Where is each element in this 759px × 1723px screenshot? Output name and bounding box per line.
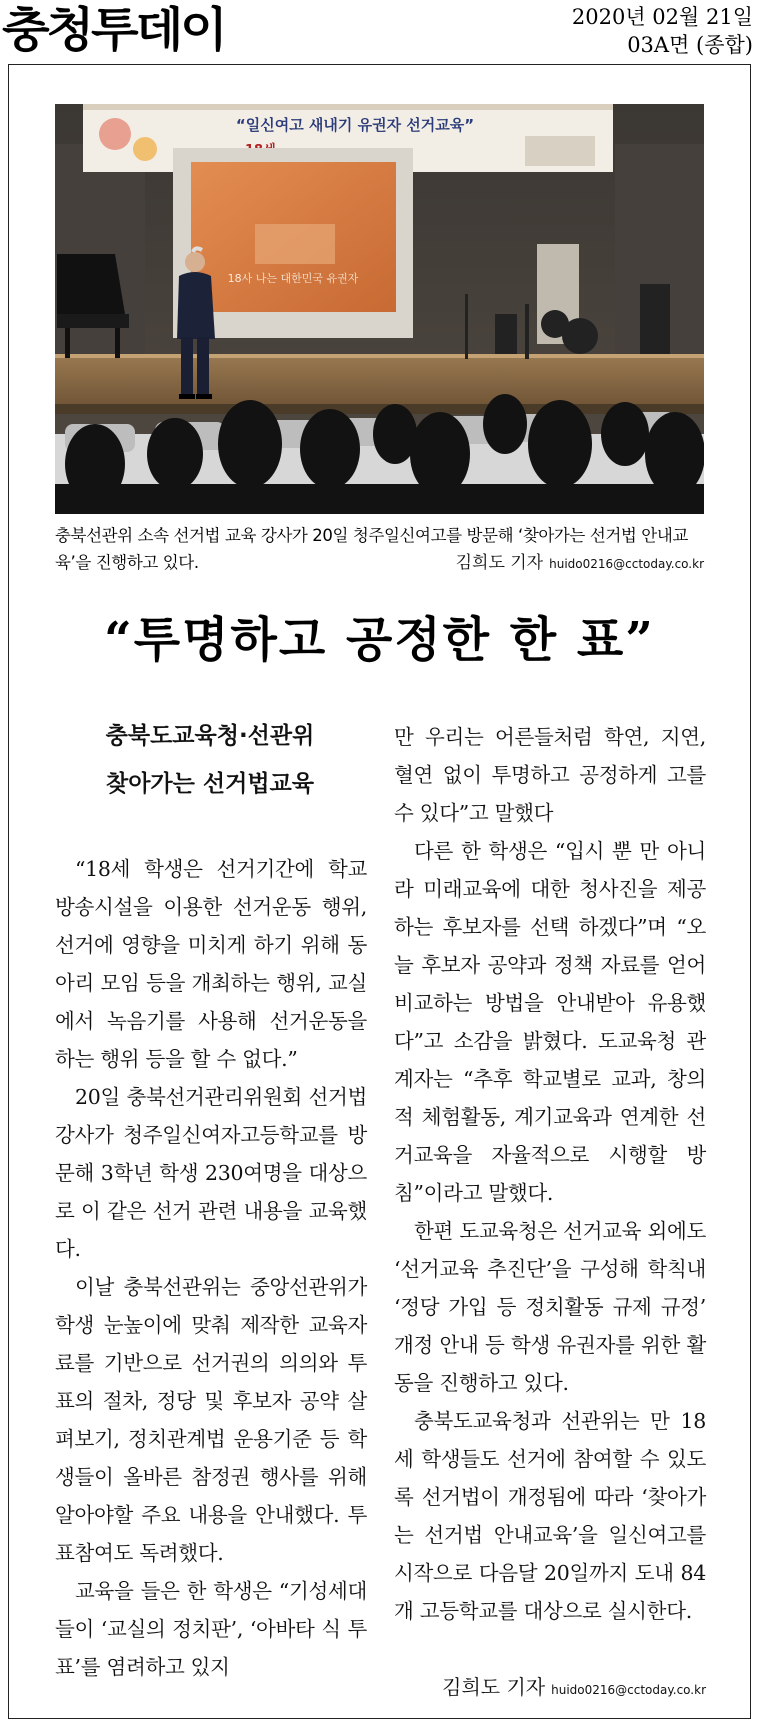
screen-slide-text: 18사 나는 대한민국 유권자 (227, 272, 359, 285)
article-byline (394, 1670, 706, 1707)
body-paragraph: 한편 도교육청은 선거교육 외에도 ‘선거교육 추진단’을 구성해 학칙내 ‘정당 가입 등 정치활동 규제 규정’ 개정 안내 등 학생 유권자를 위한 활동을 진행하고 있다. (394, 1219, 706, 1395)
photo-credit-email: huido0216@cctoday.co.kr (549, 557, 704, 571)
banner-title: “일신여고 새내기 유권자 선거교육” (235, 116, 475, 134)
article-photo (55, 104, 704, 514)
issue-date: 2020년 02월 21일 (571, 5, 753, 29)
body-paragraph: 20일 충북선거관리위원회 선거법 강사가 청주일신여자고등학교를 방문해 3학년 학생 230여명을 대상으로 이 같은 선거 관련 내용을 교육했다. (55, 1085, 367, 1261)
body-paragraph: 충북도교육청과 선관위는 만 18세 학생들도 선거에 참여할 수 있도록 선거법이 개정됨에 따라 ‘찾아가는 선거법 안내교육’을 일신여고를 시작으로 다음달 20일까지 도내 84개 고등학교를 대상으로 실시한다. (394, 1409, 706, 1623)
article-body-right-column (394, 718, 706, 1630)
body-paragraph: 교육을 들은 한 학생은 “기성세대들이 ‘교실의 정치판’, ‘아바타 식 투표’를 염려하고 있지 (55, 1579, 367, 1679)
byline-name: 김희도 기자 (442, 1675, 546, 1699)
body-paragraph: 이날 충북선관위는 중앙선관위가 학생 눈높이에 맞춰 제작한 교육자료를 기반으로 선거권의 의의와 투표의 절차, 정당 및 후보자 공약 살펴보기, 정치관계법 운용기준 등 학생들이 올바른 참정권 행사를 위해 알아야할 주요 내용을 안내했다. 투표참여도 독려했다. (55, 1275, 367, 1565)
photo-caption: 충북선관위 소속 선거법 교육 강사가 20일 청주일신여고를 방문해 ‘찾아가는 선거법 안내교육’을 진행하고 있다. (55, 526, 688, 572)
article-headline: “투명하고 공정한 한 표” (104, 612, 655, 668)
body-paragraph: 만 우리는 어른들처럼 학연, 지연, 혈연 없이 투명하고 공정하게 고를 수 있다”고 말했다 (394, 725, 706, 825)
page-number: 03A면 (종합) (627, 33, 753, 57)
photo-credit-name: 김희도 기자 (455, 553, 544, 573)
article-subhead-1: 충북도교육청·선관위 (105, 723, 315, 749)
photo-credit (55, 550, 704, 578)
article-subhead-2: 찾아가는 선거법교육 (106, 771, 314, 797)
body-paragraph: “18세 학생은 선거기간에 학교 방송시설을 이용한 선거운동 행위, 선거에 영향을 미치게 하기 위해 동아리 모임 등을 개최하는 행위, 교실에서 녹음기를 사용해 선거운동을 하는 행위 등을 할 수 없다.” (55, 857, 367, 1071)
body-paragraph: 다른 한 학생은 “입시 뿐 만 아니라 미래교육에 대한 청사진을 제공하는 후보자를 선택 하겠다”며 “오늘 후보자 공약과 정책 자료를 얻어 비교하는 방법을 안내받아 유용했다”고 소감을 밝혔다. 도교육청 관계자는 “추후 학교별로 교과, 창의적 체험활동, 계기교육과 연계한 선거교육을 자율적으로 시행할 방침”이라고 말했다. (394, 839, 706, 1205)
byline-email: huido0216@cctoday.co.kr (551, 1683, 706, 1697)
newspaper-logo: 충청투데이 (2, 3, 225, 58)
article-body-left-column (55, 850, 367, 1686)
